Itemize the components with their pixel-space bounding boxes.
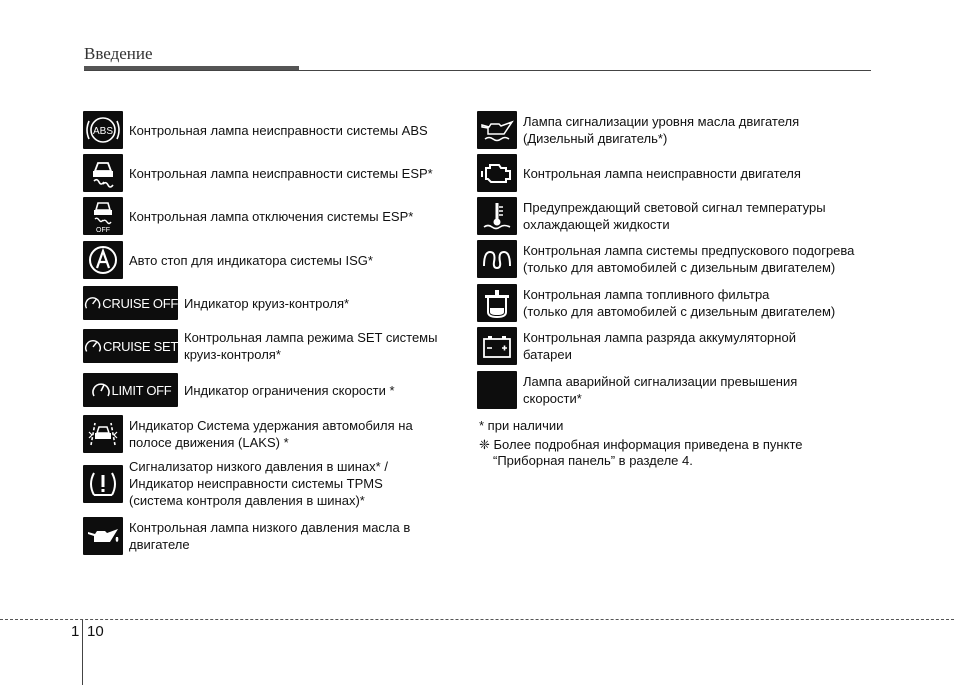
glow-plug-icon <box>477 240 517 278</box>
cruise-off-icon: CRUISE OFF <box>83 286 178 320</box>
item-label: Контрольная лампа системы предпускового подогрева (только для автомобилей с дизельным двигателем) <box>523 243 855 275</box>
item-coolant <box>477 197 826 235</box>
svg-text:ABS: ABS <box>92 126 114 137</box>
item-label: Контрольная лампа неисправности системы ESP* <box>129 165 433 181</box>
oil-level-icon <box>477 111 517 149</box>
fuel-filter-icon <box>477 284 517 322</box>
item-label: Предупреждающий световой сигнал температуры охлаждающей жидкости <box>523 200 826 232</box>
item-label: Индикатор ограничения скорости * <box>184 382 395 398</box>
item-oil-level <box>477 111 799 149</box>
footer-dashed-rule <box>0 619 954 620</box>
item-esp-off <box>83 197 413 235</box>
coolant-temp-icon <box>477 197 517 235</box>
cruise-set-icon: CRUISE SET <box>83 329 178 363</box>
limit-off-icon: LIMIT OFF <box>83 373 178 407</box>
item-abs <box>83 111 428 149</box>
item-esp <box>83 154 433 192</box>
availability-note: * при наличии <box>479 418 564 433</box>
item-limit-off <box>83 373 395 407</box>
svg-text:OFF: OFF <box>96 227 110 234</box>
item-label: Лампа сигнализации уровня масла двигателя (Дизельный двигатель*) <box>523 114 800 146</box>
page-number: 10 <box>87 623 104 640</box>
item-overspeed <box>477 371 797 409</box>
item-label: Контрольная лампа режима SET системы круиз-контроля* <box>184 330 438 362</box>
item-label: Сигнализатор низкого давления в шинах* / Индикатор неисправности системы TPMS (система контроля давления в шинах)* <box>129 459 388 508</box>
section-title: Введение <box>84 44 153 63</box>
item-oil-pressure <box>83 517 410 555</box>
item-check-engine <box>477 154 801 192</box>
tpms-icon <box>83 465 123 503</box>
isg-auto-stop-icon <box>83 241 123 279</box>
overspeed-icon <box>477 371 517 409</box>
oil-pressure-icon <box>83 517 123 555</box>
item-fuel-filter <box>477 284 835 322</box>
item-laks <box>83 415 413 453</box>
item-label: Контрольная лампа неисправности системы ABS <box>129 122 428 138</box>
item-tpms <box>83 458 388 509</box>
battery-icon <box>477 327 517 365</box>
item-label: Индикатор Система удержания автомобиля на полосе движения (LAKS) * <box>129 418 413 450</box>
item-battery <box>477 327 796 365</box>
esp-off-icon <box>83 197 123 235</box>
esp-icon <box>83 154 123 192</box>
item-glow-plug <box>477 240 854 278</box>
abs-icon <box>83 111 123 149</box>
header-rule <box>84 70 871 71</box>
chapter-number: 1 <box>71 623 80 640</box>
footer-divider <box>82 620 83 685</box>
item-cruise-set <box>83 329 437 363</box>
item-cruise-off <box>83 286 349 320</box>
item-label: Контрольная лампа разряда аккумуляторной батареи <box>523 330 796 362</box>
reference-note: ❈ Более подробная информация приведена в пункте “Приборная панель” в разделе 4. <box>479 437 803 468</box>
laks-icon <box>83 415 123 453</box>
item-label: Контрольная лампа отключения системы ESP* <box>129 208 414 224</box>
item-label: Контрольная лампа неисправности двигателя <box>523 165 801 181</box>
item-label: Авто стоп для индикатора системы ISG* <box>129 252 373 268</box>
item-label: Контрольная лампа низкого давления масла в двигателе <box>129 520 411 552</box>
item-label: Лампа аварийной сигнализации превышения скорости* <box>523 374 798 406</box>
item-isg <box>83 241 373 279</box>
item-label: Индикатор круиз-контроля* <box>184 295 350 311</box>
item-label: Контрольная лампа топливного фильтра (только для автомобилей с дизельным двигателем) <box>523 287 836 319</box>
check-engine-icon <box>477 154 517 192</box>
